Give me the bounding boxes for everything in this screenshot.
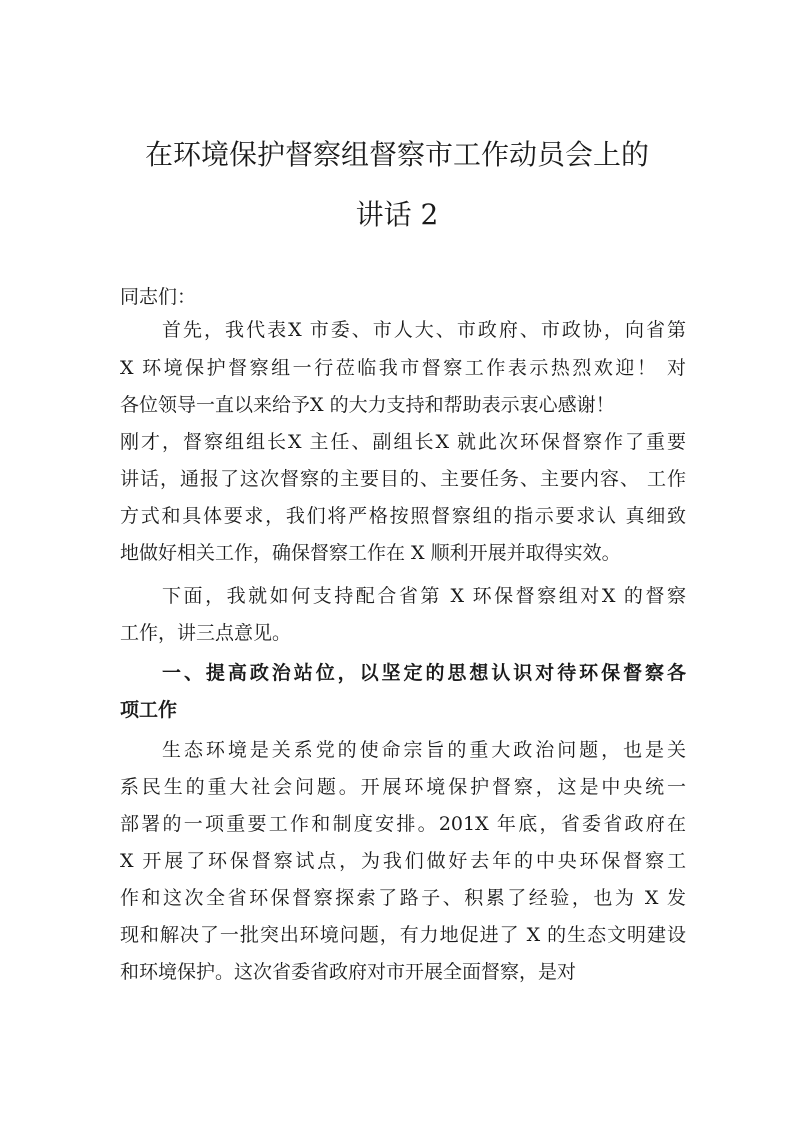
paragraph-1-line-2: X 环境保护督察组一行莅临我市督察工作表示热烈欢迎！ 对 (120, 357, 686, 379)
paragraph-3-line-5: 作和这次全省环保督察探索了路子、积累了经验，也为 X 发 (120, 887, 686, 909)
paragraph-3-line-2: 系民生的重大社会问题。开展环境保护督察，这是中央统一 (120, 776, 686, 798)
paragraph-1-line-5: 讲话，通报了这次督察的主要目的、主要任务、主要内容、 工作 (120, 468, 686, 490)
section-heading-1-line-2: 项工作 (120, 699, 178, 721)
paragraph-3-line-4: X 开展了环保督察试点，为我们做好去年的中央环保督察工 (120, 850, 686, 872)
paragraph-1-line-1: 首先，我代表X 市委、市人大、市政府、市政协，向省第 (162, 319, 686, 341)
paragraph-1-line-4: 刚才，督察组组长X 主任、副组长X 就此次环保督察作了重要 (120, 431, 686, 453)
paragraph-3-line-7: 和环境保护。这次省委省政府对市开展全面督察，是对 (120, 961, 577, 983)
document-title-line-2: 讲话 2 (355, 198, 439, 231)
document-title-line-1: 在环境保护督察组督察市工作动员会上的 (144, 138, 649, 171)
paragraph-3-line-3: 部署的一项重要工作和制度安排。201X 年底，省委省政府在 (120, 813, 686, 835)
paragraph-1-line-3: 各位领导一直以来给予X 的大力支持和帮助表示衷心感谢！ (120, 394, 615, 416)
paragraph-1-line-6: 方式和具体要求，我们将严格按照督察组的指示要求认 真细致 (120, 505, 686, 527)
section-heading-1-line-1: 一、提高政治站位，以坚定的思想认识对待环保督察各 (162, 662, 686, 684)
paragraph-2-line-2: 工作，讲三点意见。 (120, 622, 292, 644)
salutation: 同志们： (120, 286, 197, 308)
paragraph-3-line-1: 生态环境是关系党的使命宗旨的重大政治问题，也是关 (162, 739, 686, 761)
paragraph-1-line-7: 地做好相关工作，确保督察工作在 X 顺利开展并取得实效。 (120, 542, 621, 564)
paragraph-3-line-6: 现和解决了一批突出环境问题，有力地促进了 X 的生态文明建设 (120, 924, 686, 946)
paragraph-2-line-1: 下面，我就如何支持配合省第 X 环保督察组对X 的督察 (162, 585, 686, 607)
